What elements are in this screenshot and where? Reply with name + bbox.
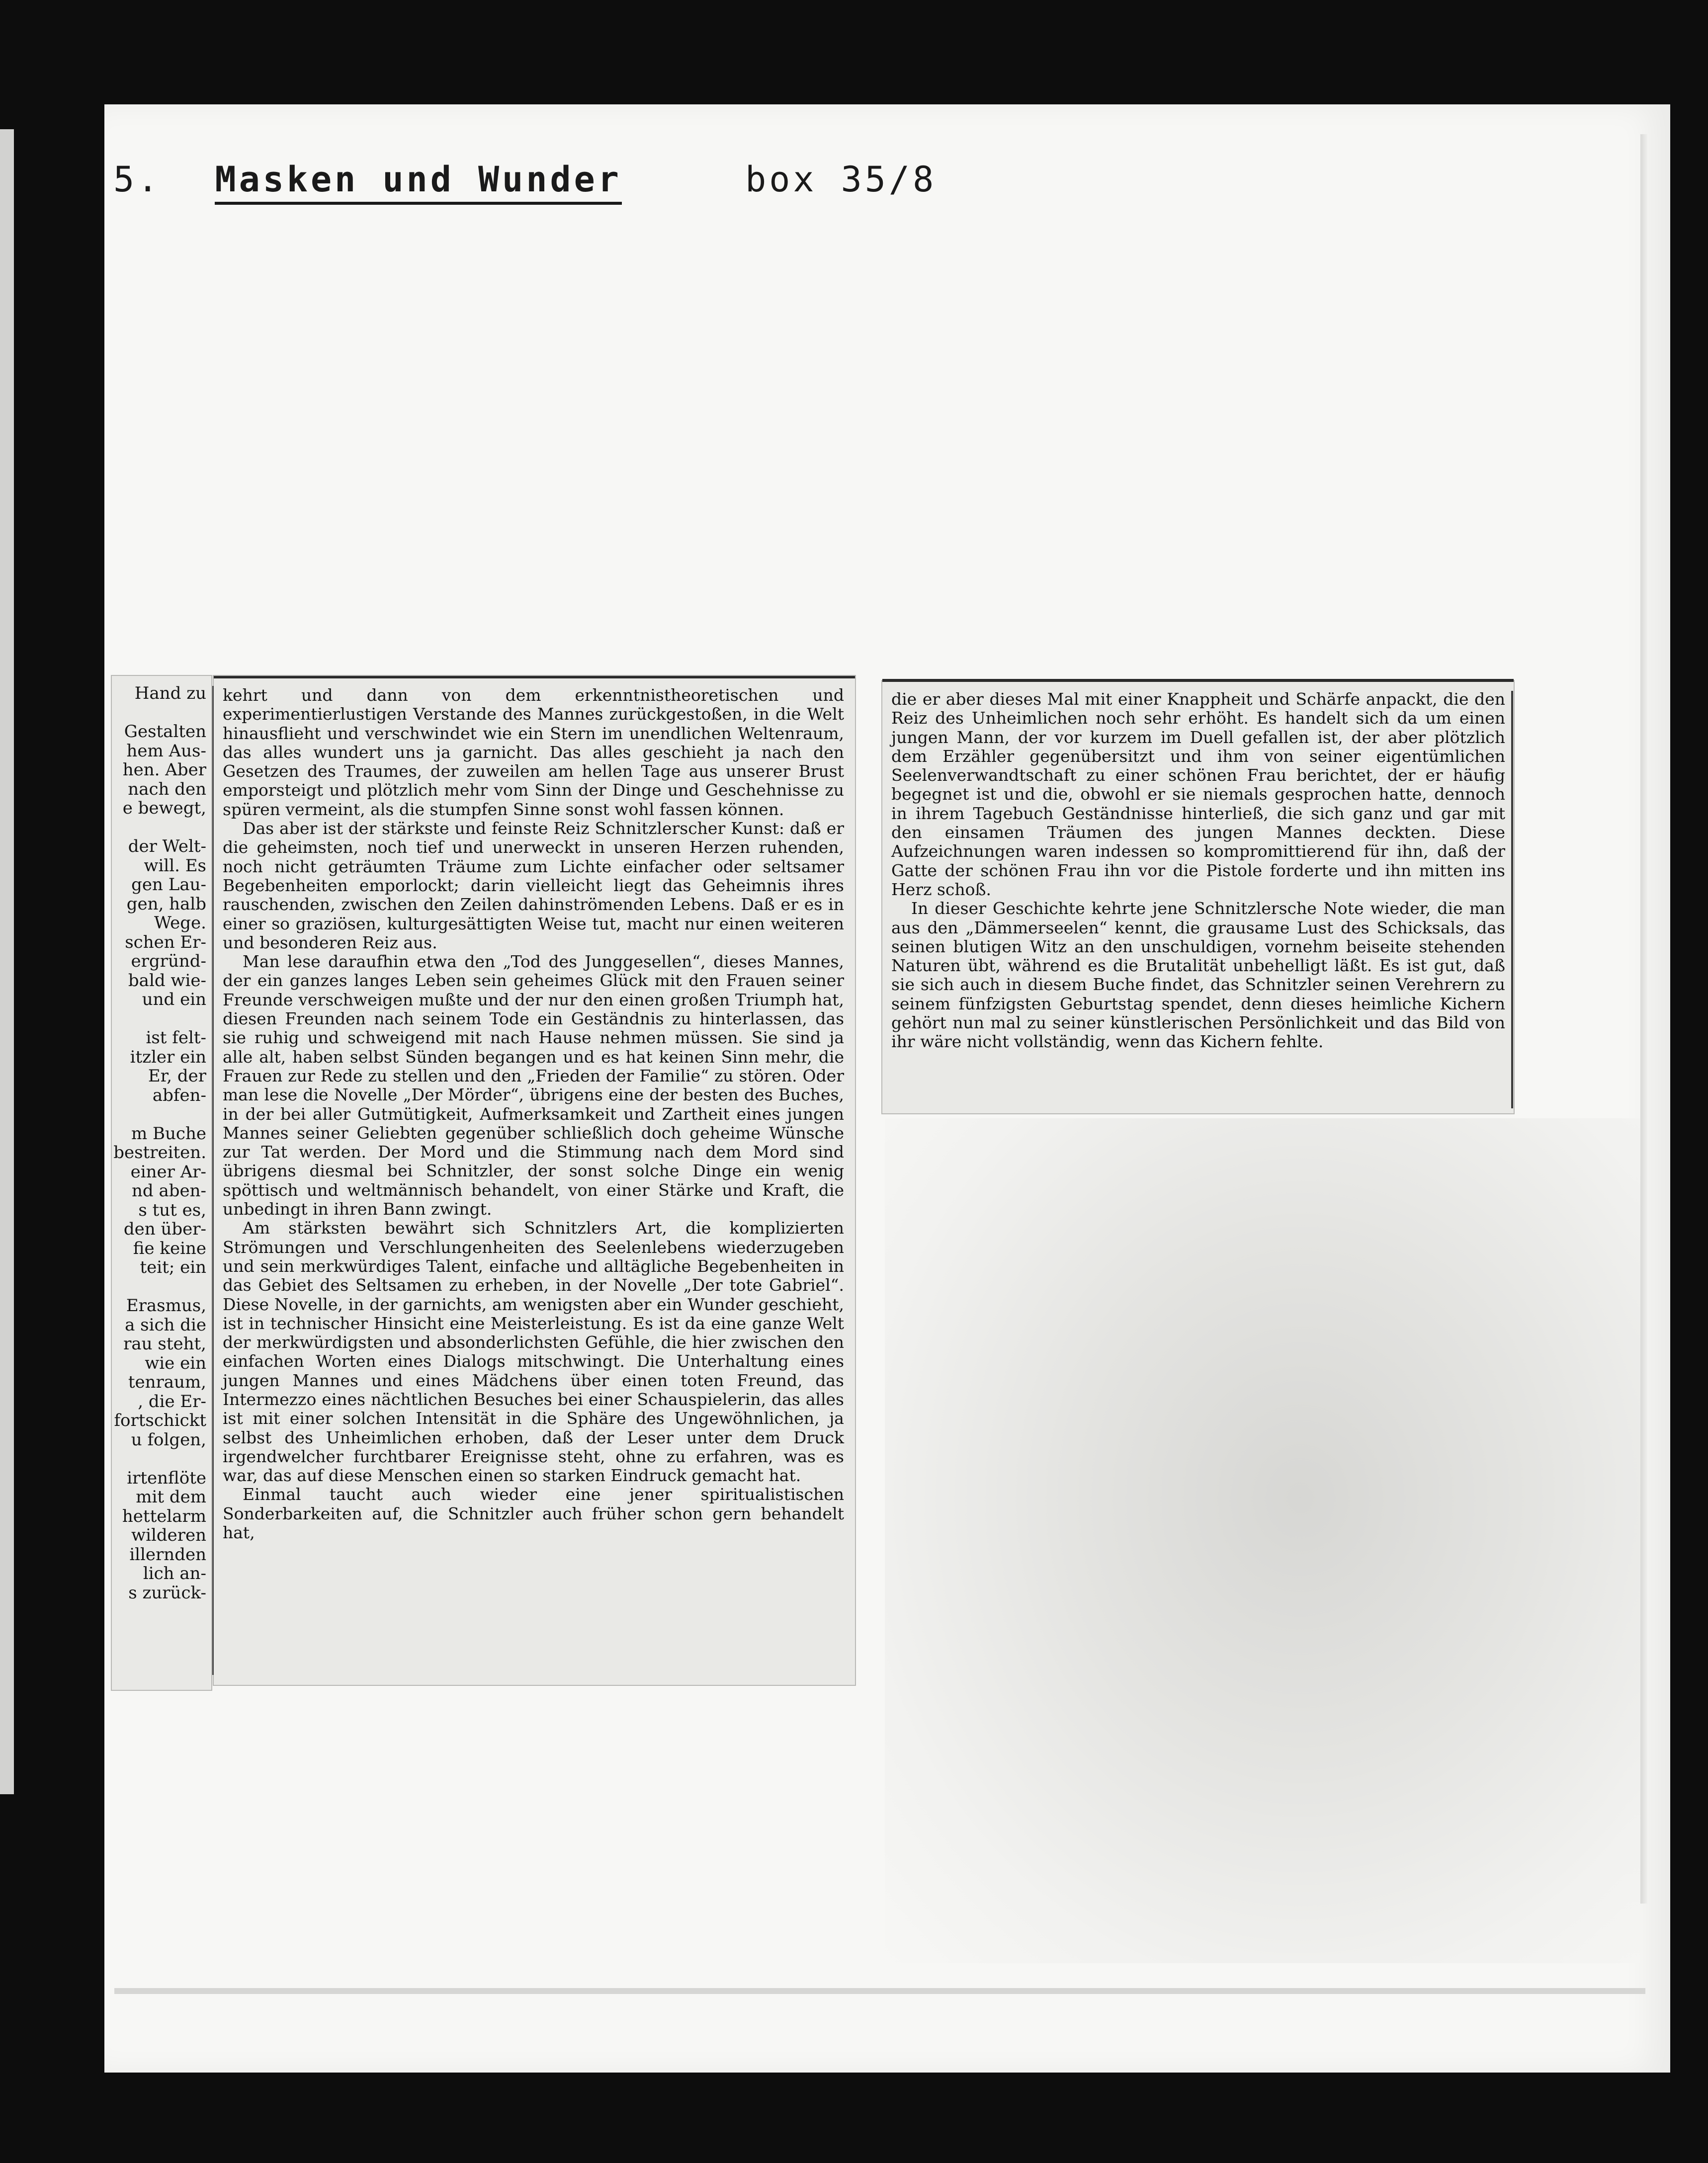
fragment-line: der Welt- (128, 837, 206, 856)
fragment-line: gen Lau- (131, 875, 206, 895)
fragment-line: lich an- (143, 1564, 206, 1583)
fragment-line: m Buche (131, 1124, 206, 1143)
fragment-line: a sich die (125, 1315, 206, 1334)
fragment-line: schen Er- (125, 932, 206, 952)
collection-number: 5. (113, 159, 162, 200)
column-rule-top (214, 676, 855, 678)
fragment-line: fie keine (133, 1239, 206, 1258)
fragment-line: Gestalten (124, 722, 206, 742)
fragment-line: tenraum, (128, 1373, 206, 1392)
fragment-line (112, 703, 206, 723)
paragraph: Man lese daraufhin etwa den „Tod des Junggesellen“, dieses Mannes, der ein ganzes langes Leben sein geheimes Glück mit den Frauen seiner Freunde verschweigen mußte und der nur den einen großen Triumph hat, diesen Freunden nach seinem Tode ein Geständnis zu hinterlassen, das sie ruhig und schweigend mit nach Hause nehmen müssen. Sie sind ja alle alt, haben selbst Sünden begangen und es hat keinen Sinn mehr, die Frauen zur Rede zu stellen und den „Frieden der Familie“ zu stören. Oder man lese die Novelle „Der Mörder“, übrigens eine der besten des Buches, in der bei aller Gutmütigkeit, Aufmerksamkeit und Zartheit eines jungen Mannes seiner Geliebten gegenüber schließlich doch geheime Wünsche zur Tat werden. Der Mord und die Stimmung nach dem Mord sind übrigens diesmal bei Schnitzler, der sonst solche Dinge ein wenig spöttisch und weltmännisch behandelt, von einer Stärke und Kraft, die unbedingt in ihren Bann zwingt. (223, 952, 844, 1219)
fragment-line: Er, der (148, 1067, 206, 1086)
clipping-fragment-text (112, 684, 206, 1602)
clipping-right-text (891, 690, 1505, 1052)
paragraph: Am stärksten bewährt sich Schnitzlers Art, die komplizierten Strömungen und Verschlungenheiten des Seelenlebens wiederzugeben und sein merkwürdiges Talent, einfache und alltägliche Begebenheiten in das Gebiet des Seltsamen zu erheben, in der Novelle „Der tote Gabriel“. Diese Novelle, in der garnichts, am wenigsten aber ein Wunder geschieht, ist in technischer Hinsicht eine Meisterleistung. Es ist da eine ganze Welt der merkwürdigsten und absonderlichsten Gefühle, die hier zwischen den einfachen Worten eines Dialogs mitschwingt. Die Unterhaltung eines jungen Mannes und eines Mädchens über einen toten Freund, das Intermezzo eines nächtlichen Besuches bei einer Schauspielerin, das alles ist mit einer solchen Intensität in die Sphäre des Ungewöhnlichen, ja selbst des Unheimlichen erhoben, daß der Leser unter dem Druck irgendwelcher furchtbarer Ereignisse steht, ohne zu erfahren, was es war, das auf diese Menschen einen so starken Eindruck gemacht hat. (223, 1218, 844, 1486)
fragment-line: wilderen (131, 1526, 206, 1545)
fragment-line (112, 818, 206, 837)
fragment-line: nach den (128, 779, 206, 799)
fragment-line (112, 1105, 206, 1124)
fragment-line: mit dem (136, 1488, 206, 1507)
collection-title: Masken und Wunder (215, 159, 621, 205)
fragment-line: Hand zu (134, 684, 206, 703)
fragment-line: ergründ- (131, 952, 206, 971)
fragment-line (112, 1277, 206, 1297)
paragraph: Einmal taucht auch wieder eine jener spiritualistischen Sonderbarkeiten auf, die Schnitzler auch früher schon gern behandelt hat, (223, 1485, 844, 1543)
paragraph: die er aber dieses Mal mit einer Knappheit und Schärfe anpackt, die den Reiz des Unheimlichen noch sehr erhöht. Es handelt sich da um einen jungen Mann, der vor kurzem im Duell gefallen ist, der aber plötzlich dem Erzähler gegenübersitzt und ihm von seiner eigentümlichen Seelenverwandtschaft zu einer schönen Frau berichtet, der er häufig begegnet ist und die, obwohl er sie niemals gesprochen hatte, dennoch in ihrem Tagebuch Geständnisse hinterließ, die sich ganz und gar mit den einsamen Träumen des jungen Mannes deckten. Diese Aufzeichnungen waren indessen so kompromittierend für ihn, daß der Gatte der schönen Frau ihn vor die Pistole forderte und ihn mitten ins Herz schoß. (891, 689, 1505, 899)
fragment-line: Erasmus, (126, 1296, 206, 1316)
fragment-line: s tut es, (138, 1200, 206, 1220)
folder-header (113, 159, 937, 214)
column-rule-side (1511, 691, 1513, 1108)
paragraph: Das aber ist der stärkste und feinste Reiz Schnitzlerscher Kunst: daß er die geheimsten, noch tief und unerweckt in unseren Herzen ruhenden, noch nicht geträumten Träume zum Lichte einfacher oder seltsamer Begebenheiten emporlockt; darin vielleicht liegt das Geheimnis ihres rauschenden, zwischen den Zeilen dahinströmenden Lebens. Daß er es in einer so graziösen, kulturgesättigten Weise tut, macht nur einen weiteren und besonderen Reiz aus. (223, 819, 844, 952)
fragment-line: s zurück- (128, 1583, 206, 1602)
paragraph: kehrt und dann von dem erkenntnistheoretischen und experimentierlustigen Verstande des Mannes zurückgestoßen, in die Welt hinausflieht und verschwindet wie ein Stern im unendlichen Weltenraum, das alles wundert uns ja garnicht. Das alles geschieht ja nach den Gesetzen des Traumes, der zuweilen am hellen Tage aus unserer Brust emporsteigt und plötzlich mehr vom Sinn der Dinge und Geschehnisse zu spüren vermeint, als die stumpfen Sinne sonst wohl fassen können. (223, 685, 844, 819)
fragment-line (112, 1009, 206, 1029)
sheet-edge-bottom (114, 1988, 1645, 1994)
fragment-line: Wege. (154, 914, 206, 933)
fragment-line: will. Es (144, 856, 206, 875)
fragment-line: e bewegt, (122, 799, 206, 818)
fragment-line: hettelarm (122, 1506, 206, 1526)
fragment-line: gen, halb (126, 894, 206, 914)
paragraph: In dieser Geschichte kehrte jene Schnitzlersche Note wieder, die man aus den „Dämmerseelen“ kennt, die grausame Lust des Schicksals, das seinen blutigen Witz an den unschuldigen, vornehm beiseite stehenden Naturen übt, während es die Brutalität unbehelligt läßt. Es ist gut, daß sie sich auch in diesem Buche findet, das Schnitzler seinen Verehrern zu seinem fünfzigsten Geburtstag spendet, denn dieses heimliche Kichern gehört nun mal zu seiner künstlerischen Persönlichkeit und das Bild von ihr wäre nicht vollständig, wenn das Kichern fehlte. (891, 899, 1505, 1052)
fragment-line: irtenflöte (127, 1468, 206, 1488)
fragment-line: wie ein (145, 1353, 206, 1373)
fragment-line: rau steht, (123, 1334, 206, 1354)
box-label: box 35/8 (745, 159, 937, 200)
fragment-line: , die Er- (138, 1392, 206, 1411)
newspaper-clipping-left-fragment (112, 676, 211, 1690)
clipping-main-text (223, 686, 844, 1542)
fragment-line: abfen- (152, 1085, 206, 1105)
column-gutter-rule (212, 686, 214, 1675)
fragment-line: ist felt- (146, 1028, 206, 1048)
fragment-line: itzler ein (130, 1047, 206, 1067)
fragment-line: einer Ar- (130, 1162, 206, 1181)
fragment-line: teit; ein (140, 1258, 206, 1277)
fragment-line: bald wie- (128, 971, 206, 990)
fragment-line: und ein (142, 990, 206, 1009)
fragment-line: nd aben- (131, 1181, 206, 1201)
column-rule-top (882, 679, 1514, 682)
adjacent-page-edge (0, 129, 14, 1794)
newspaper-clipping-main (214, 676, 855, 1685)
fragment-line: illernden (129, 1545, 206, 1564)
fragment-line: den über- (123, 1220, 206, 1239)
newspaper-clipping-right (882, 681, 1514, 1113)
sheet-edge-right (1640, 134, 1647, 1904)
fragment-line: bestreiten. (113, 1143, 206, 1163)
fragment-line: hem Aus- (126, 741, 206, 760)
fragment-line: fortschickt (114, 1411, 206, 1430)
paper-stain (885, 1118, 1640, 1963)
fragment-line: u folgen, (131, 1430, 206, 1449)
fragment-line (112, 1449, 206, 1469)
fragment-line: hen. Aber (122, 760, 206, 780)
